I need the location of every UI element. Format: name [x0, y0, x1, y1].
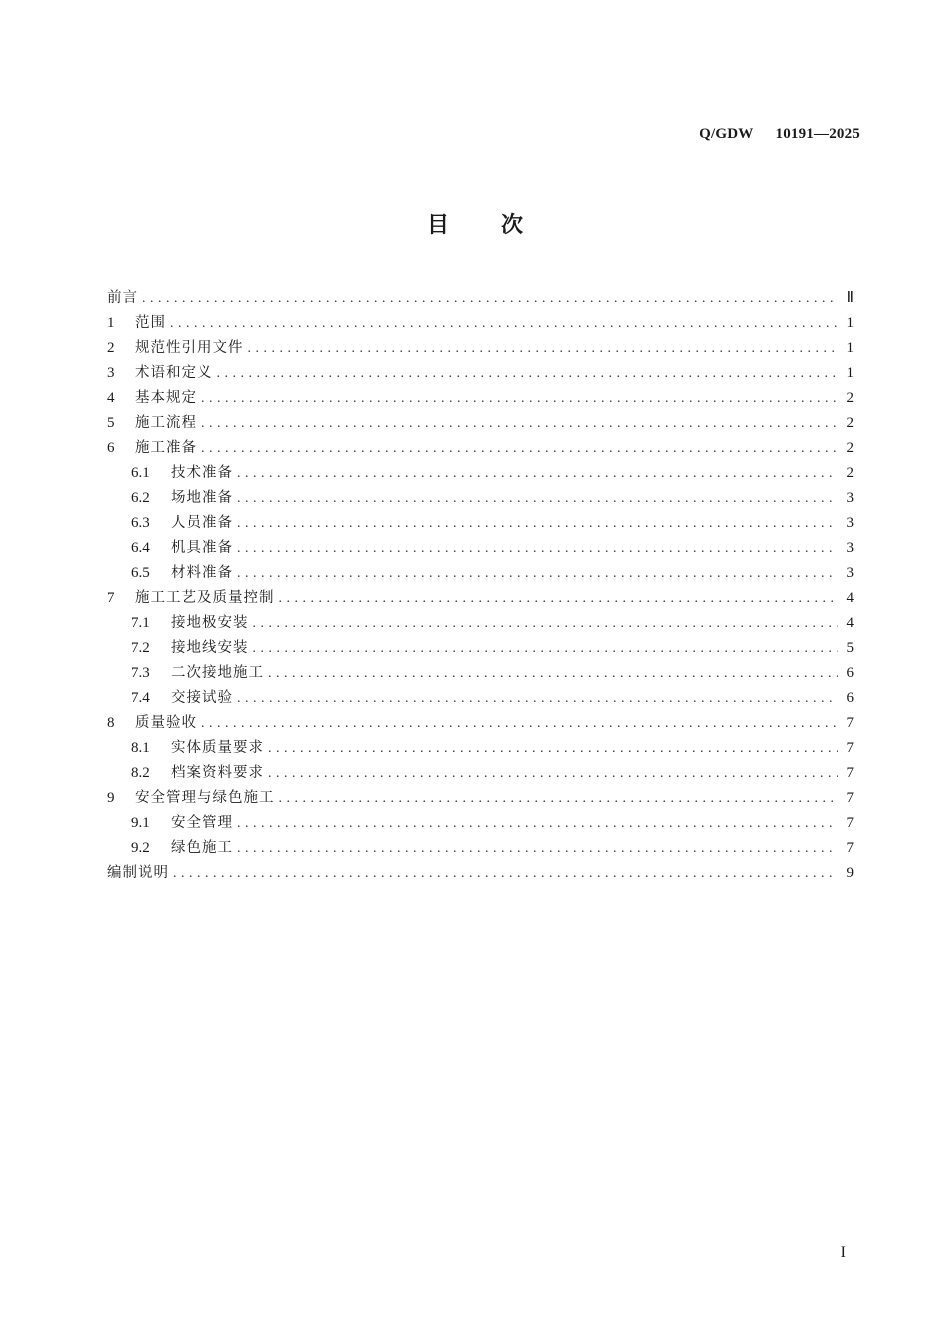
toc-entry-page: 3 [846, 540, 854, 556]
toc-entry-number: 7.2 [131, 640, 150, 656]
toc-entry-number: 6.4 [131, 540, 150, 556]
toc-entry[interactable] [107, 736, 854, 761]
toc-entry-number: 7.3 [131, 665, 150, 681]
toc-entry-label: 安全管理与绿色施工 [135, 790, 275, 806]
toc-entry[interactable] [107, 311, 854, 336]
toc-entry-label: 绿色施工 [171, 840, 233, 856]
toc-entry-label: 施工流程 [135, 415, 197, 431]
dot-leader [237, 566, 838, 582]
dot-leader [201, 716, 838, 732]
toc-entry-label: 安全管理 [171, 815, 233, 831]
toc-entry-number: 6.5 [131, 565, 150, 581]
toc-entry[interactable] [107, 686, 854, 711]
toc-entry-page: 3 [846, 490, 854, 506]
toc-entry-label: 施工准备 [135, 440, 197, 456]
dot-leader [237, 541, 838, 557]
toc-entry-number: 9 [107, 790, 115, 806]
toc-entry-number: 1 [107, 315, 115, 331]
toc-entry-number: 2 [107, 340, 115, 356]
toc-entry-page: 7 [846, 790, 854, 806]
dot-leader [237, 466, 838, 482]
toc-entry-label: 质量验收 [135, 715, 197, 731]
toc-entry[interactable] [107, 561, 854, 586]
dot-leader [268, 741, 838, 757]
toc-entry-page: 9 [846, 865, 854, 881]
toc-entry-number: 5 [107, 415, 115, 431]
toc-entry-number: 8.2 [131, 765, 150, 781]
toc-entry-page: 3 [846, 515, 854, 531]
toc-entry-page: 1 [846, 365, 854, 381]
toc-entry[interactable] [107, 336, 854, 361]
toc-entry-label: 接地线安装 [171, 640, 249, 656]
toc-entry-page: 2 [846, 415, 854, 431]
toc-entry-label: 基本规定 [135, 390, 197, 406]
toc-entry[interactable] [107, 386, 854, 411]
toc-entry-label: 档案资料要求 [171, 765, 264, 781]
toc-entry-label: 实体质量要求 [171, 740, 264, 756]
page-title [0, 208, 950, 239]
toc-entry-label: 二次接地施工 [171, 665, 264, 681]
toc-entry-page: 6 [846, 690, 854, 706]
toc-entry-number: 6 [107, 440, 115, 456]
table-of-contents [107, 286, 854, 886]
dot-leader [253, 641, 839, 657]
toc-entry-page: 1 [846, 315, 854, 331]
toc-entry-number: 7.4 [131, 690, 150, 706]
toc-entry-label: 交接试验 [171, 690, 233, 706]
standard-code [699, 126, 860, 143]
toc-entry-label: 机具准备 [171, 540, 233, 556]
standard-prefix: Q/GDW [699, 126, 754, 142]
dot-leader [248, 341, 839, 357]
dot-leader [173, 866, 838, 882]
toc-entry-number: 8.1 [131, 740, 150, 756]
standard-number: 10191—2025 [775, 126, 860, 142]
toc-entry[interactable] [107, 786, 854, 811]
toc-entry-number: 7 [107, 590, 115, 606]
toc-entry-label: 材料准备 [171, 565, 233, 581]
toc-entry-number: 3 [107, 365, 115, 381]
toc-entry-page: 7 [846, 815, 854, 831]
toc-entry[interactable] [107, 361, 854, 386]
toc-entry[interactable] [107, 286, 854, 311]
toc-entry[interactable] [107, 586, 854, 611]
toc-entry-page: 2 [846, 465, 854, 481]
toc-entry[interactable] [107, 636, 854, 661]
toc-entry[interactable] [107, 811, 854, 836]
toc-entry[interactable] [107, 461, 854, 486]
dot-leader [268, 766, 838, 782]
dot-leader [237, 516, 838, 532]
dot-leader [279, 791, 839, 807]
toc-entry-page: 7 [846, 840, 854, 856]
toc-entry[interactable] [107, 436, 854, 461]
toc-entry-page: 1 [846, 340, 854, 356]
toc-entry-number: 6.3 [131, 515, 150, 531]
toc-entry-label: 施工工艺及质量控制 [135, 590, 275, 606]
toc-entry-label: 接地极安装 [171, 615, 249, 631]
dot-leader [237, 816, 838, 832]
toc-entry-page: 5 [846, 640, 854, 656]
dot-leader [237, 841, 838, 857]
dot-leader [237, 491, 838, 507]
toc-entry-number: 9.2 [131, 840, 150, 856]
title-char-2: 次 [501, 213, 524, 238]
toc-entry-page: 6 [846, 665, 854, 681]
toc-entry[interactable] [107, 761, 854, 786]
page-number: I [840, 1244, 846, 1261]
dot-leader [237, 691, 838, 707]
toc-entry-label: 技术准备 [171, 465, 233, 481]
toc-entry-number: 8 [107, 715, 115, 731]
title-char-1: 目 [426, 213, 449, 238]
toc-entry-page: 2 [846, 440, 854, 456]
dot-leader [279, 591, 839, 607]
toc-entry[interactable] [107, 611, 854, 636]
dot-leader [201, 391, 838, 407]
dot-leader [201, 416, 838, 432]
toc-entry[interactable] [107, 836, 854, 861]
toc-entry-page: 7 [846, 765, 854, 781]
dot-leader [201, 441, 838, 457]
toc-entry[interactable] [107, 511, 854, 536]
toc-entry-number: 6.1 [131, 465, 150, 481]
dot-leader [253, 616, 839, 632]
toc-entry-label: 编制说明 [107, 865, 169, 881]
toc-entry-label: 术语和定义 [135, 365, 213, 381]
toc-entry-page: 7 [846, 740, 854, 756]
toc-entry-page: Ⅱ [846, 290, 854, 306]
dot-leader [217, 366, 839, 382]
toc-entry-number: 4 [107, 390, 115, 406]
toc-entry[interactable] [107, 861, 854, 886]
toc-entry[interactable] [107, 486, 854, 511]
toc-entry[interactable] [107, 411, 854, 436]
toc-entry-page: 7 [846, 715, 854, 731]
toc-entry[interactable] [107, 536, 854, 561]
dot-leader [268, 666, 838, 682]
toc-entry-label: 范围 [135, 315, 166, 331]
toc-entry-number: 7.1 [131, 615, 150, 631]
toc-entry-page: 2 [846, 390, 854, 406]
toc-entry[interactable] [107, 661, 854, 686]
toc-entry-label: 前言 [107, 290, 138, 306]
toc-entry-page: 4 [846, 590, 854, 606]
toc-entry-label: 规范性引用文件 [135, 340, 244, 356]
toc-entry-page: 4 [846, 615, 854, 631]
dot-leader [142, 291, 838, 307]
toc-entry-number: 9.1 [131, 815, 150, 831]
toc-entry-page: 3 [846, 565, 854, 581]
dot-leader [170, 316, 838, 332]
toc-entry-number: 6.2 [131, 490, 150, 506]
toc-entry-label: 人员准备 [171, 515, 233, 531]
toc-entry-label: 场地准备 [171, 490, 233, 506]
toc-entry[interactable] [107, 711, 854, 736]
